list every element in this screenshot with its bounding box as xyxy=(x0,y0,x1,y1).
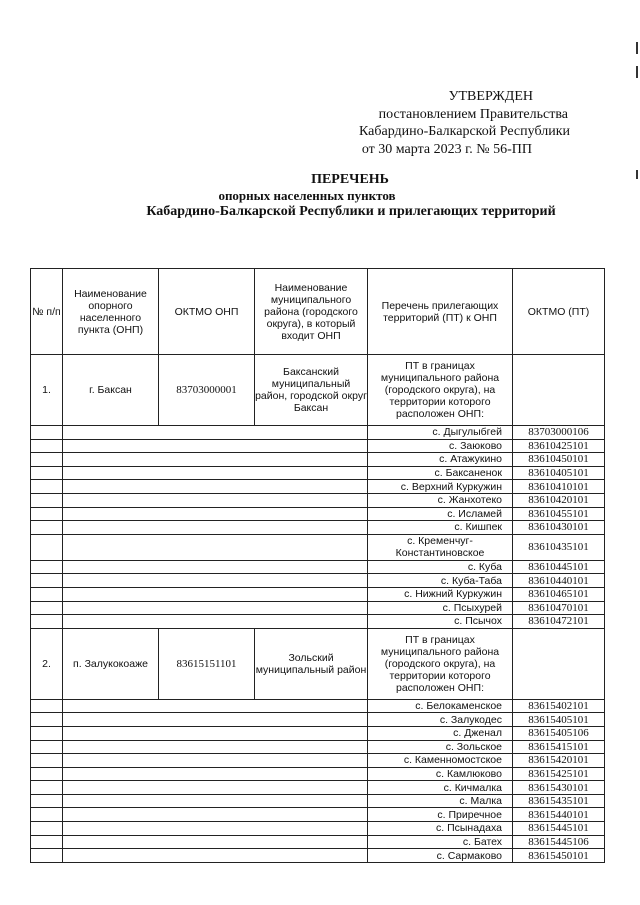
settlements-table xyxy=(30,268,605,863)
pt-oktmo: 83610410101 xyxy=(513,480,605,494)
pt-oktmo: 83610450101 xyxy=(513,453,605,467)
table-row xyxy=(31,808,605,822)
pt-name: с. Псыхурей xyxy=(368,601,513,615)
row-num-empty xyxy=(31,426,63,440)
approval-stamp xyxy=(330,88,570,158)
row-num-empty xyxy=(31,507,63,521)
pt-name: с. Зольское xyxy=(368,740,513,754)
merged-empty-cell xyxy=(63,534,368,560)
pt-oktmo: 83703000106 xyxy=(513,426,605,440)
pt-name: с. Белокаменское xyxy=(368,699,513,713)
merged-empty-cell xyxy=(63,713,368,727)
pt-name: с. Куба xyxy=(368,560,513,574)
pt-name: с. Каменномостское xyxy=(368,754,513,768)
row-num-empty xyxy=(31,754,63,768)
row-num-empty xyxy=(31,794,63,808)
row-num-empty xyxy=(31,699,63,713)
table-row xyxy=(31,587,605,601)
document-subtitle: опорных населенных пунктов xyxy=(218,188,396,203)
merged-empty-cell xyxy=(63,574,368,588)
merged-empty-cell xyxy=(63,808,368,822)
document-subtitle-2: Кабардино-Балкарской Республики и прилегающих территорий xyxy=(146,204,556,219)
merged-empty-cell xyxy=(63,767,368,781)
pt-name: с. Заюково xyxy=(368,439,513,453)
row-num-empty xyxy=(31,466,63,480)
pt-oktmo: 83615402101 xyxy=(513,699,605,713)
document-heading xyxy=(90,172,610,220)
row-num-empty xyxy=(31,439,63,453)
pt-oktmo: 83615445106 xyxy=(513,835,605,849)
pt-name: с. Дженал xyxy=(368,726,513,740)
pt-name: с. Псычох xyxy=(368,615,513,629)
table-row xyxy=(31,534,605,560)
pt-oktmo: 83615445101 xyxy=(513,822,605,836)
table-row xyxy=(31,521,605,535)
row-num-empty xyxy=(31,849,63,863)
oktmo-onp: 83615151101 xyxy=(159,628,255,699)
merged-empty-cell xyxy=(63,480,368,494)
pt-name: с. Баксаненок xyxy=(368,466,513,480)
onp-name: г. Баксан xyxy=(63,355,159,426)
merged-empty-cell xyxy=(63,439,368,453)
pt-oktmo: 83610430101 xyxy=(513,521,605,535)
merged-empty-cell xyxy=(63,699,368,713)
pt-name: с. Жанхотеко xyxy=(368,493,513,507)
table-row xyxy=(31,628,605,699)
row-num-empty xyxy=(31,808,63,822)
pt-name: с. Атажукино xyxy=(368,453,513,467)
pt-oktmo: 83615435101 xyxy=(513,794,605,808)
header-pt-list: Перечень прилегающих территорий (ПТ) к ОНП xyxy=(368,269,513,355)
row-num-empty xyxy=(31,835,63,849)
district-name: Зольский муниципальный район xyxy=(255,628,368,699)
approval-line-2: постановлением Правительства xyxy=(378,106,568,122)
row-num-empty xyxy=(31,601,63,615)
table-row xyxy=(31,835,605,849)
pt-oktmo: 83615450101 xyxy=(513,849,605,863)
merged-empty-cell xyxy=(63,849,368,863)
pt-name: с. Батех xyxy=(368,835,513,849)
table-row xyxy=(31,355,605,426)
pt-name: с. Дыгулыбгей xyxy=(368,426,513,440)
pt-name: с. Сармаково xyxy=(368,849,513,863)
pt-name: с. Исламей xyxy=(368,507,513,521)
onp-name: п. Залукокоаже xyxy=(63,628,159,699)
pt-oktmo: 83610470101 xyxy=(513,601,605,615)
table-row xyxy=(31,480,605,494)
header-onp-name: Наименование опорного населенного пункта (ОНП) xyxy=(63,269,159,355)
table-row xyxy=(31,822,605,836)
row-num-empty xyxy=(31,493,63,507)
merged-empty-cell xyxy=(63,835,368,849)
table-row xyxy=(31,507,605,521)
row-num-empty xyxy=(31,453,63,467)
header-district: Наименование муниципального района (городского округа), в который входит ОНП xyxy=(255,269,368,355)
oktmo-onp: 83703000001 xyxy=(159,355,255,426)
pt-oktmo: 83610465101 xyxy=(513,587,605,601)
pt-oktmo: 83615425101 xyxy=(513,767,605,781)
edge-mark xyxy=(636,66,638,78)
merged-empty-cell xyxy=(63,453,368,467)
merged-empty-cell xyxy=(63,615,368,629)
pt-name: с. Кременчуг-Константиновское xyxy=(368,534,513,560)
edge-mark xyxy=(636,42,638,54)
table-row xyxy=(31,493,605,507)
pt-name: с. Кичмалка xyxy=(368,781,513,795)
approval-line-3: Кабардино-Балкарской Республики xyxy=(359,124,570,139)
pt-caption: ПТ в границах муниципального района (городского округа), на территории которого расположен ОНП: xyxy=(368,355,513,426)
row-num: 1. xyxy=(31,355,63,426)
row-num-empty xyxy=(31,781,63,795)
approval-line-1: УТВЕРЖДЕН xyxy=(448,89,533,104)
pt-name: с. Куба-Таба xyxy=(368,574,513,588)
pt-name: с. Кишпек xyxy=(368,521,513,535)
table-row xyxy=(31,439,605,453)
pt-oktmo: 83610445101 xyxy=(513,560,605,574)
pt-oktmo: 83615405101 xyxy=(513,713,605,727)
merged-empty-cell xyxy=(63,754,368,768)
pt-oktmo: 83610435101 xyxy=(513,534,605,560)
pt-oktmo: 83615405106 xyxy=(513,726,605,740)
table-row xyxy=(31,767,605,781)
merged-empty-cell xyxy=(63,521,368,535)
row-num-empty xyxy=(31,534,63,560)
row-num-empty xyxy=(31,615,63,629)
pt-name: с. Верхний Куркужин xyxy=(368,480,513,494)
row-num-empty xyxy=(31,521,63,535)
approval-line-4: от 30 марта 2023 г. № 56-ПП xyxy=(361,141,532,157)
oktmo-pt-empty xyxy=(513,355,605,426)
table-row xyxy=(31,754,605,768)
district-name: Баксанский муниципальный район, городской округ Баксан xyxy=(255,355,368,426)
table-row xyxy=(31,794,605,808)
merged-empty-cell xyxy=(63,822,368,836)
pt-name: с. Камлюково xyxy=(368,767,513,781)
merged-empty-cell xyxy=(63,726,368,740)
table-row xyxy=(31,699,605,713)
pt-name: с. Нижний Куркужин xyxy=(368,587,513,601)
row-num-empty xyxy=(31,480,63,494)
pt-oktmo: 83610440101 xyxy=(513,574,605,588)
header-oktmo-pt: ОКТМО (ПТ) xyxy=(513,269,605,355)
table-row xyxy=(31,466,605,480)
header-num: № п/п xyxy=(31,269,63,355)
pt-name: с. Залукодес xyxy=(368,713,513,727)
merged-empty-cell xyxy=(63,794,368,808)
pt-caption: ПТ в границах муниципального района (городского округа), на территории которого расположен ОНП: xyxy=(368,628,513,699)
pt-name: с. Приречное xyxy=(368,808,513,822)
pt-oktmo: 83610455101 xyxy=(513,507,605,521)
row-num-empty xyxy=(31,767,63,781)
table-row xyxy=(31,560,605,574)
merged-empty-cell xyxy=(63,507,368,521)
table-row xyxy=(31,849,605,863)
table-row xyxy=(31,426,605,440)
pt-name: с. Псынадаха xyxy=(368,822,513,836)
row-num-empty xyxy=(31,574,63,588)
row-num-empty xyxy=(31,822,63,836)
table-row xyxy=(31,726,605,740)
edge-mark xyxy=(636,170,638,179)
merged-empty-cell xyxy=(63,493,368,507)
pt-oktmo: 83615430101 xyxy=(513,781,605,795)
pt-oktmo: 83610420101 xyxy=(513,493,605,507)
pt-oktmo: 83615420101 xyxy=(513,754,605,768)
oktmo-pt-empty xyxy=(513,628,605,699)
merged-empty-cell xyxy=(63,601,368,615)
table-row xyxy=(31,781,605,795)
merged-empty-cell xyxy=(63,560,368,574)
merged-empty-cell xyxy=(63,466,368,480)
row-num-empty xyxy=(31,713,63,727)
table-row xyxy=(31,615,605,629)
pt-oktmo: 83610405101 xyxy=(513,466,605,480)
merged-empty-cell xyxy=(63,587,368,601)
merged-empty-cell xyxy=(63,781,368,795)
table-row xyxy=(31,601,605,615)
pt-oktmo: 83610472101 xyxy=(513,615,605,629)
row-num: 2. xyxy=(31,628,63,699)
table-row xyxy=(31,574,605,588)
pt-oktmo: 83610425101 xyxy=(513,439,605,453)
pt-oktmo: 83615415101 xyxy=(513,740,605,754)
table-row xyxy=(31,740,605,754)
table-row xyxy=(31,453,605,467)
table-row xyxy=(31,713,605,727)
merged-empty-cell xyxy=(63,740,368,754)
row-num-empty xyxy=(31,587,63,601)
pt-oktmo: 83615440101 xyxy=(513,808,605,822)
merged-empty-cell xyxy=(63,426,368,440)
header-oktmo-onp: ОКТМО ОНП xyxy=(159,269,255,355)
table-header-row xyxy=(31,269,605,355)
row-num-empty xyxy=(31,740,63,754)
document-title: ПЕРЕЧЕНЬ xyxy=(311,172,389,187)
row-num-empty xyxy=(31,560,63,574)
row-num-empty xyxy=(31,726,63,740)
pt-name: с. Малка xyxy=(368,794,513,808)
